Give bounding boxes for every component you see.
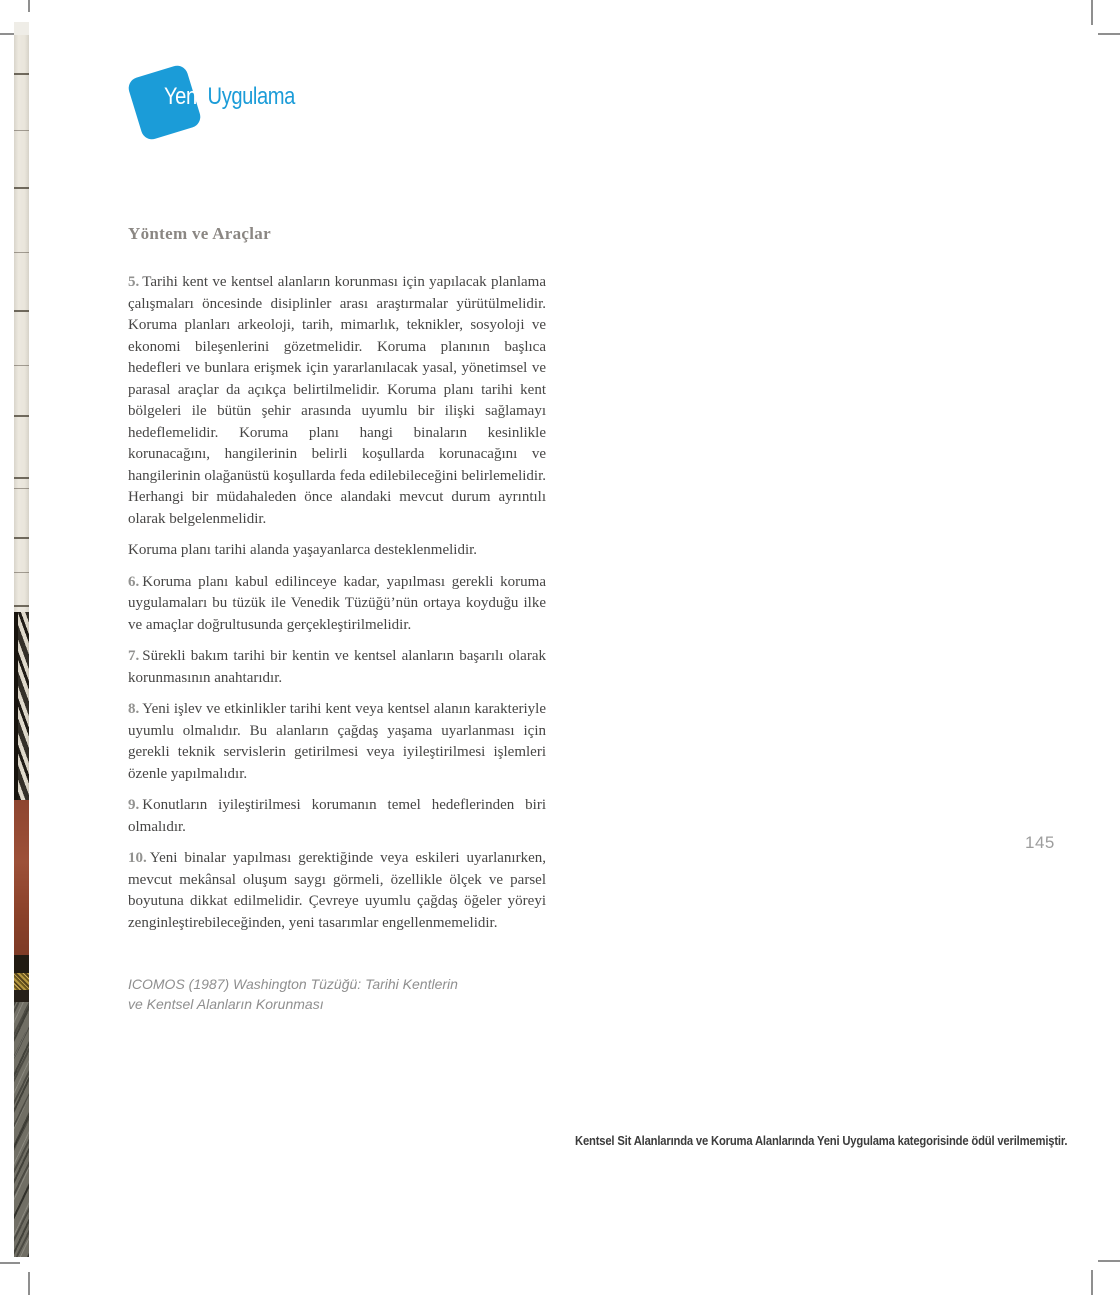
source-citation: ICOMOS (1987) Washington Tüzüğü: Tarihi Kentlerin ve Kentsel Alanların Korunması: [128, 976, 458, 1012]
section-heading: Yöntem ve Araçlar: [128, 224, 271, 243]
paragraph-text: Koruma planı tarihi alanda yaşayanlarca desteklenmelidir.: [128, 542, 478, 558]
yeni-uygulama-logo: [118, 58, 338, 158]
paragraph-unnumbered: [128, 540, 546, 562]
photo-strip-red-wall-segment: [14, 800, 29, 955]
paragraph-9: [128, 795, 546, 838]
paragraph-text: Yeni işlev ve etkinlikler tarihi kent veya kentsel alanın karakteriyle uyumlu olmalıdır. Bu alanların çağdaş yaşama uyarlanması için gerekli teknik servislerin getirilmesi veya iyileştirilmesi işlemleri özenle yapılmalıdır.: [128, 701, 546, 782]
left-photo-strip: [14, 22, 29, 1247]
paragraph-number: 5.: [128, 274, 140, 290]
crop-mark-top-right-vertical: [1091, 0, 1093, 25]
photo-strip-dark-band-segment-2: [14, 990, 29, 1002]
photo-strip-gold-band-segment: [14, 973, 29, 990]
paragraph-number: 8.: [128, 701, 140, 717]
photo-strip-ironwork-segment: [14, 612, 29, 800]
award-footnote: Kentsel Sit Alanlarında ve Koruma Alanlarında Yeni Uygulama kategorisinde ödül verilmemiştir.: [575, 1134, 1068, 1148]
paragraph-text: Yeni binalar yapılması gerektiğinde veya eskileri uyarlanırken, mevcut mekânsal oluşum saygı görmeli, özellikle ölçek ve parsel boyutuna dikkat edilmelidir. Çevreye uyumlu çağdaş öğeler yöreyi zenginleştirebileceğinden, yeni tasarımlar engellenmemelidir.: [128, 850, 546, 931]
paragraph-text: Konutların iyileştirilmesi korumanın temel hedeflerinden biri olmalıdır.: [128, 797, 546, 835]
paragraph-10: [128, 848, 546, 934]
paragraph-number: 6.: [128, 573, 140, 590]
main-text-column: [128, 224, 546, 1014]
paragraph-text: Koruma planı kabul edilinceye kadar, yapılması gerekli koruma uygulamaları bu tüzük ile Venedik Tüzüğü’nün ortaya koyduğu ilke ve amaçlar doğrultusunda gerçekleştirilmelidir.: [128, 573, 546, 633]
crop-mark-bottom-right-horizontal: [1098, 1260, 1120, 1262]
logo-word-uygulama: Uygulama: [207, 83, 295, 110]
crop-mark-bottom-left-horizontal: [0, 1262, 20, 1264]
paragraph-number: 9.: [128, 797, 140, 813]
photo-strip-sky-segment: [14, 22, 29, 35]
crop-mark-top-left-vertical: [28, 0, 30, 12]
logo-text: [164, 84, 295, 110]
crop-mark-bottom-left-vertical: [28, 1272, 30, 1295]
photo-strip-dark-band-segment: [14, 955, 29, 973]
page-number: 145: [1025, 833, 1055, 852]
paragraph-5: [128, 272, 546, 530]
paragraph-7: [128, 646, 546, 689]
photo-strip-clapboard-wall-segment: [14, 35, 29, 612]
logo-word-yeni: Yeni: [164, 83, 201, 110]
paragraph-number: 10.: [128, 850, 147, 866]
paragraph-text: Sürekli bakım tarihi bir kentin ve kentsel alanların başarılı olarak korunmasının anahtarıdır.: [128, 648, 546, 686]
paragraph-text: Tarihi kent ve kentsel alanların korunması için yapılacak planlama çalışmaları öncesinde disiplinler arası araştırmalar yürütülmelidir. Koruma planları arkeoloji, tarih, mimarlık, teknikler, sosyoloji ve ekonomi bileşenlerini gözetmelidir. Koruma planının başlıca hedefleri ve bunlara erişmek için yararlanılacak yasal, yönetimsel ve parasal araçlar da açıkça belirtilmelidir. Koruma planı tarihi kent bölgeleri ile bütün şehir arasında uyumlu bir ilişki sağlamayı hedeflemelidir. Koruma planı hangi binaların kesinlikle korunacağını, hangilerinin belirli koşullarda korunacağını ve hangilerinin olağanüstü koşullarda feda edilebileceğini belirlemelidir. Herhangi bir müdahaleden önce alandaki mevcut durum ayrıntılı olarak belgelenmelidir.: [128, 274, 546, 527]
paragraph-6: [128, 572, 546, 637]
paragraph-8: [128, 699, 546, 785]
crop-mark-bottom-right-vertical: [1091, 1270, 1093, 1295]
paragraph-number: 7.: [128, 648, 140, 664]
photo-strip-cobblestone-segment: [14, 1002, 29, 1257]
crop-mark-top-right-horizontal: [1098, 33, 1120, 35]
